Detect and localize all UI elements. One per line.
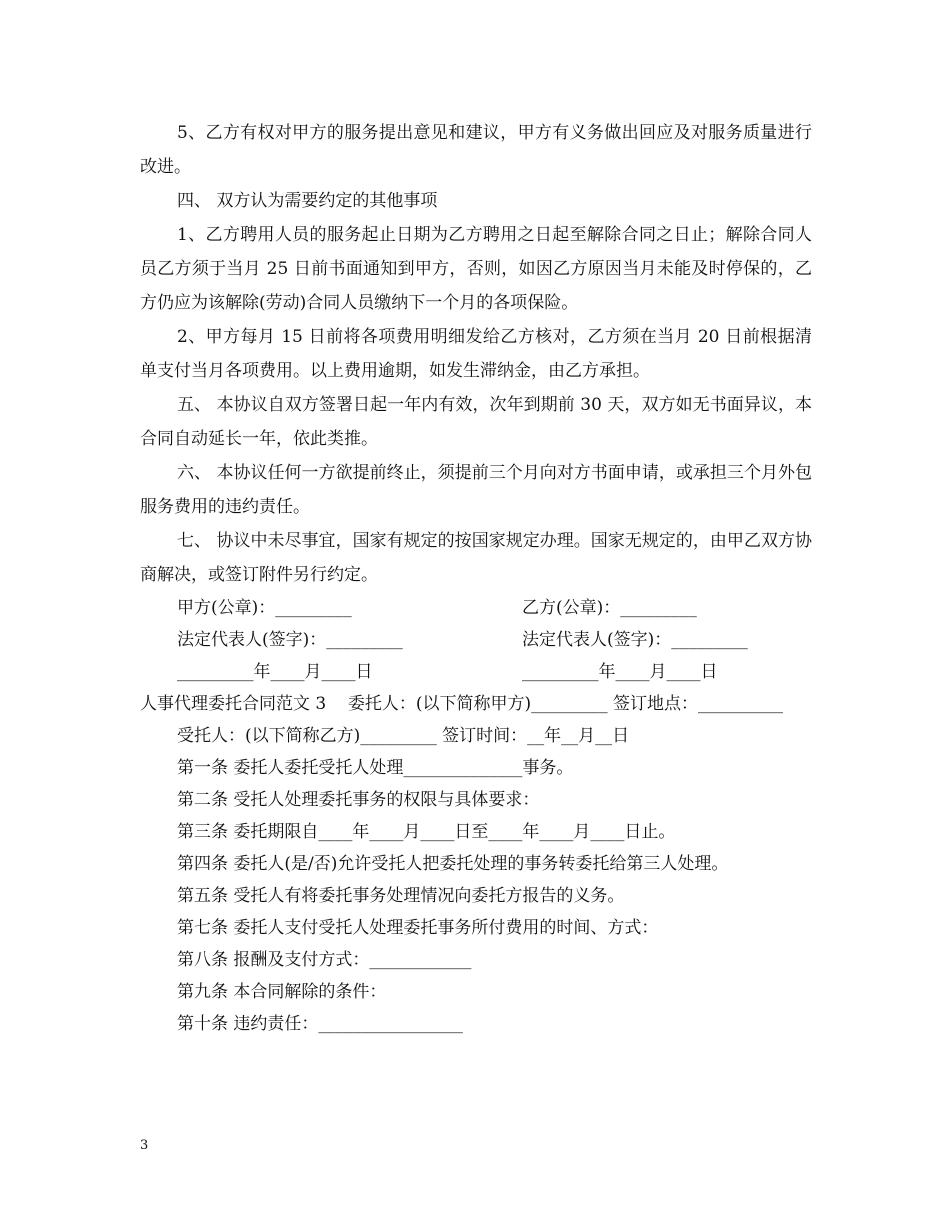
signature-row-representative xyxy=(140,624,812,656)
party-a-date: _________年____月____日 xyxy=(177,662,373,682)
article-7: 第七条 委托人支付受托人处理委托事务所付费用的时间、方式： xyxy=(177,918,659,938)
contract-header-line: 人事代理委托合同范文 3 委托人：(以下简称甲方)_________ 签订地点：__________ xyxy=(140,694,784,714)
party-b-representative: 法定代表人(签字)：_________ xyxy=(522,630,748,650)
article-4: 第四条 委托人(是/否)允许受托人把委托处理的事务转委托给第三人处理。 xyxy=(177,854,729,874)
section-heading-other-matters: 四、 双方认为需要约定的其他事项 xyxy=(177,191,438,211)
article-1: 第一条 委托人委托受托人处理______________事务。 xyxy=(177,758,574,778)
party-a-seal: 甲方(公章)：_________ xyxy=(177,598,352,618)
party-b-seal: 乙方(公章)：_________ xyxy=(522,598,697,618)
paragraph-service-period: 1、乙方聘用人员的服务起止日期为乙方聘用之日起至解除合同之日止；解除合同人员乙方须于当月 25 日前书面通知到甲方，否则，如因乙方原因当月未能及时停保的，乙方仍应为该解除(劳动)合同人员缴纳下一个月的各项保险。 xyxy=(140,225,812,313)
paragraph-termination: 六、 本协议任何一方欲提前终止，须提前三个月向对方书面申请，或承担三个月外包服务费用的违约责任。 xyxy=(140,463,812,517)
paragraph-validity: 五、 本协议自双方签署日起一年内有效，次年到期前 30 天，双方如无书面异议，本合同自动延长一年，依此类推。 xyxy=(140,395,812,449)
paragraph-service-feedback: 5、乙方有权对甲方的服务提出意见和建议，甲方有义务做出回应及对服务质量进行改进。 xyxy=(140,123,812,177)
article-9: 第九条 本合同解除的条件： xyxy=(177,982,387,1002)
document-body xyxy=(140,116,812,1040)
article-5: 第五条 受托人有将委托事务处理情况向委托方报告的义务。 xyxy=(177,886,625,906)
signature-row-seal xyxy=(140,592,812,624)
signature-row-date xyxy=(140,656,812,688)
page-number: 3 xyxy=(140,1138,149,1153)
article-2: 第二条 受托人处理委托事务的权限与具体要求： xyxy=(177,790,540,810)
paragraph-fee-payment: 2、甲方每月 15 日前将各项费用明细发给乙方核对，乙方须在当月 20 日前根据清单支付当月各项费用。以上费用逾期，如发生滞纳金，由乙方承担。 xyxy=(140,327,812,381)
article-trustee: 受托人：(以下简称乙方)_________ 签订时间：__年__月__日 xyxy=(177,726,630,746)
article-10: 第十条 违约责任：_________________ xyxy=(177,1014,463,1034)
paragraph-unresolved-matters: 七、 协议中未尽事宜，国家有规定的按国家规定办理。国家无规定的，由甲乙双方协商解决，或签订附件另行约定。 xyxy=(140,531,812,585)
party-b-date: _________年____月____日 xyxy=(522,662,718,682)
article-8: 第八条 报酬及支付方式：____________ xyxy=(177,950,472,970)
article-3: 第三条 委托期限自____年____月____日至____年____月____日止。 xyxy=(177,822,676,842)
party-a-representative: 法定代表人(签字)：_________ xyxy=(177,630,403,650)
